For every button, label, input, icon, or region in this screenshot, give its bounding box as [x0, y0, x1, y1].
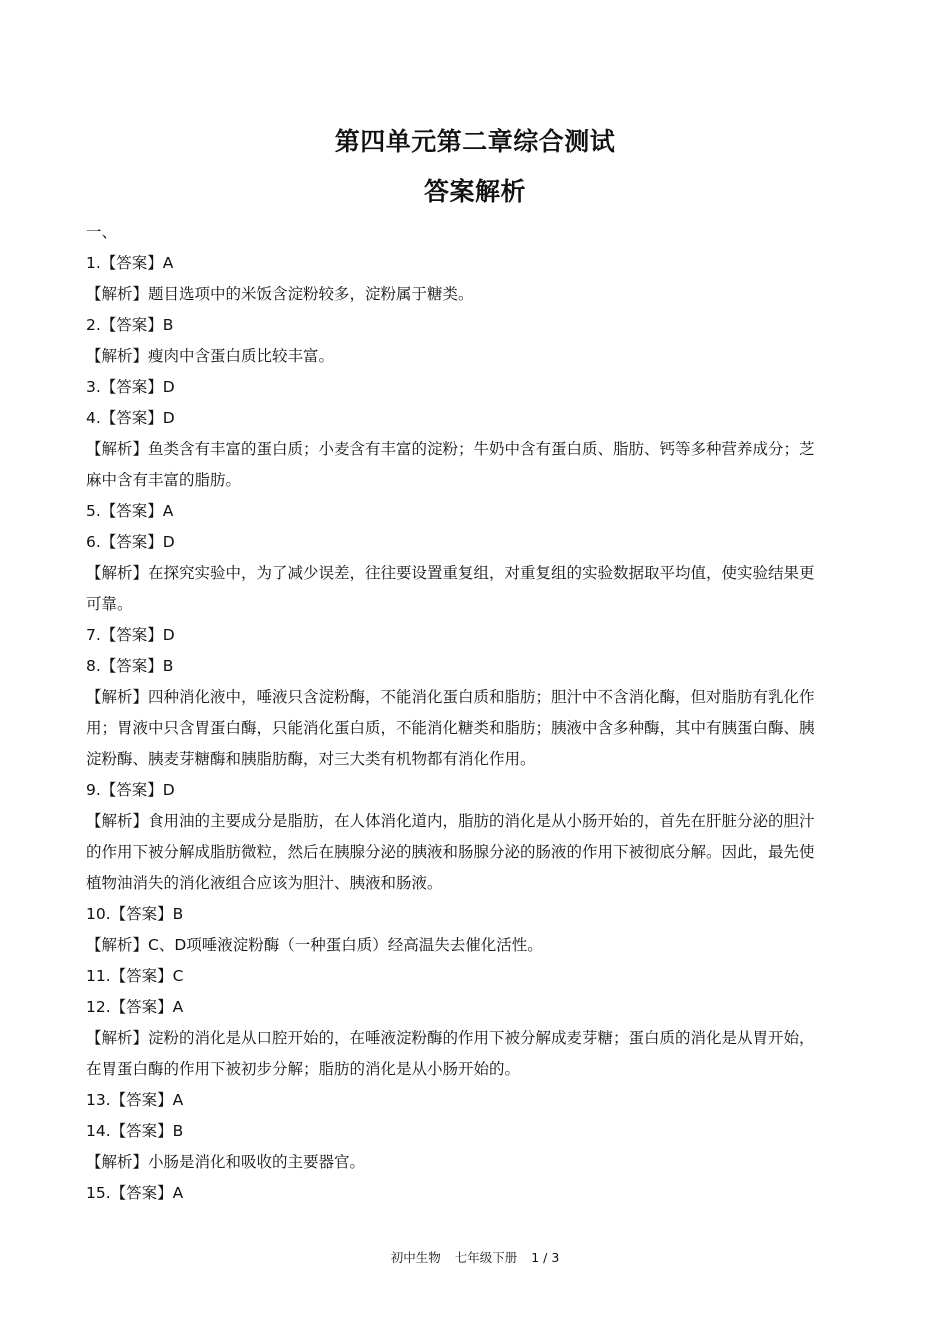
- content-line: 8.【答案】B: [86, 657, 174, 675]
- content-line: 用；胃液中只含胃蛋白酶，只能消化蛋白质，不能消化糖类和脂肪；胰液中含多种酶，其中有胰蛋白酶、胰: [86, 719, 815, 737]
- document-title: 第四单元第二章综合测试: [334, 127, 616, 156]
- content-line: 植物油消失的消化液组合应该为胆汁、胰液和肠液。: [86, 874, 443, 892]
- content-line: 4.【答案】D: [86, 409, 175, 427]
- content-line: 在胃蛋白酶的作用下被初步分解；脂肪的消化是从小肠开始的。: [86, 1060, 521, 1078]
- footer-subject: 初中生物: [390, 1250, 441, 1265]
- content-line: 6.【答案】D: [86, 533, 175, 551]
- content-line: 7.【答案】D: [86, 626, 175, 644]
- content-line: 5.【答案】A: [86, 502, 174, 520]
- answer-content: [86, 217, 866, 1209]
- content-line: 9.【答案】D: [86, 781, 175, 799]
- explanation-line: 【解析】题目选项中的米饭含淀粉较多，淀粉属于糖类。: [86, 285, 474, 303]
- content-line: 的作用下被分解成脂肪微粒，然后在胰腺分泌的胰液和肠腺分泌的肠液的作用下被彻底分解。因此，最先使: [86, 843, 815, 861]
- content-line: 15.【答案】A: [86, 1184, 184, 1202]
- content-line: 1.【答案】A: [86, 254, 174, 272]
- content-line: 3.【答案】D: [86, 378, 175, 396]
- document-subtitle: 答案解析: [423, 177, 526, 206]
- content-line: 麻中含有丰富的脂肪。: [86, 471, 242, 489]
- explanation-line: 【解析】四种消化液中，唾液只含淀粉酶，不能消化蛋白质和脂肪；胆汁中不含消化酶，但对脂肪有乳化作: [86, 688, 815, 706]
- footer-page-number: 1 / 3: [531, 1250, 560, 1265]
- explanation-line: 【解析】食用油的主要成分是脂肪，在人体消化道内，脂肪的消化是从小肠开始的，首先在肝脏分泌的胆汁: [86, 812, 815, 830]
- explanation-line: 【解析】瘦肉中含蛋白质比较丰富。: [86, 347, 335, 365]
- content-line: 14.【答案】B: [86, 1122, 184, 1140]
- explanation-line: 【解析】淀粉的消化是从口腔开始的，在唾液淀粉酶的作用下被分解成麦芽糖；蛋白质的消化是从胃开始，: [86, 1029, 815, 1047]
- content-line: 淀粉酶、胰麦芽糖酶和胰脂肪酶，对三大类有机物都有消化作用。: [86, 750, 536, 768]
- explanation-line: 【解析】在探究实验中，为了减少误差，往往要设置重复组，对重复组的实验数据取平均值，使实验结果更: [86, 564, 815, 582]
- content-line: 2.【答案】B: [86, 316, 174, 334]
- page-footer: [0, 1248, 950, 1266]
- explanation-line: 【解析】鱼类含有丰富的蛋白质；小麦含有丰富的淀粉；牛奶中含有蛋白质、脂肪、钙等多种营养成分；芝: [86, 440, 815, 458]
- content-line: 13.【答案】A: [86, 1091, 184, 1109]
- content-line: 12.【答案】A: [86, 998, 184, 1016]
- explanation-line: 【解析】小肠是消化和吸收的主要器官。: [86, 1153, 366, 1171]
- content-line: 可靠。: [86, 595, 133, 613]
- section-heading: 一、: [86, 223, 118, 241]
- content-line: 11.【答案】C: [86, 967, 184, 985]
- content-line: 10.【答案】B: [86, 905, 184, 923]
- explanation-line: 【解析】C、D项唾液淀粉酶（一种蛋白质）经高温失去催化活性。: [86, 936, 543, 954]
- footer-grade: 七年级下册: [454, 1250, 518, 1265]
